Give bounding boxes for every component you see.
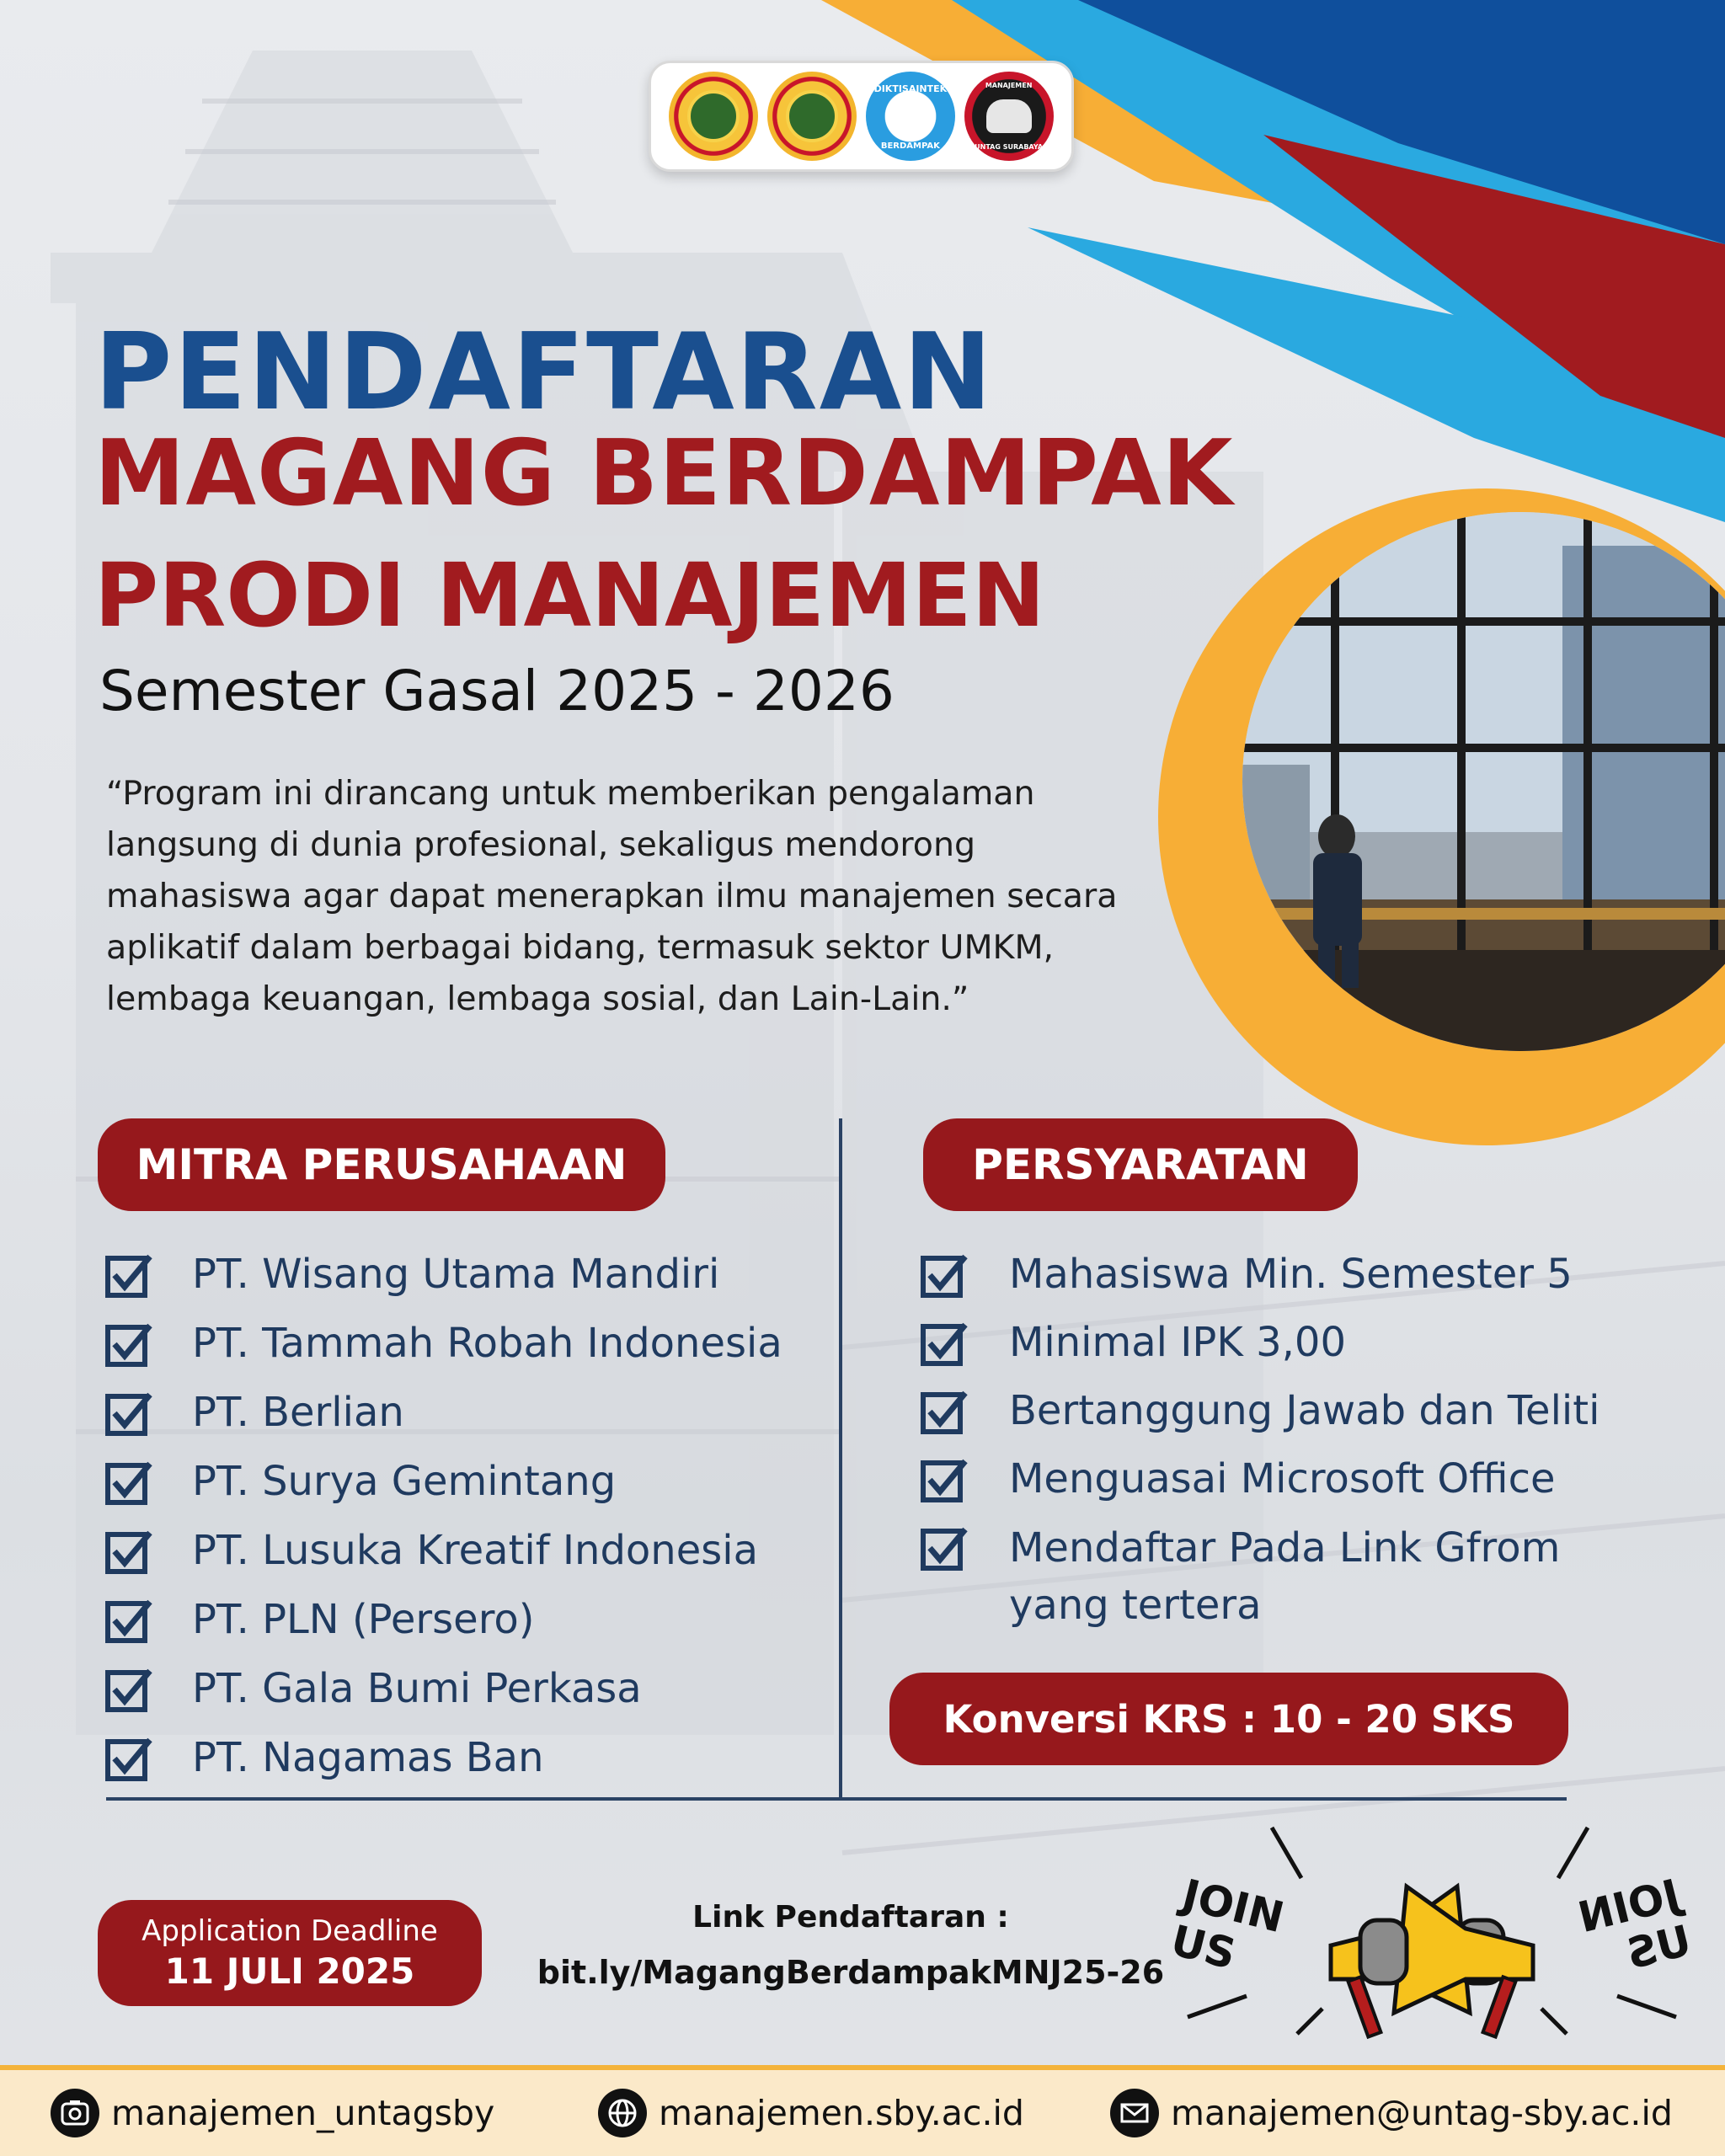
untag-logo-2 bbox=[767, 72, 857, 161]
program-quote: “Program ini dirancang untuk memberikan pengalaman langsung di dunia profesional, sekaligus mendorong mahasiswa agar dapat menerapkan ilmu manajemen secara aplikatif dalam berbagai bidang, termasuk sektor UMKM, lembaga keuangan, lembaga sosial, dan Lain-Lain.” bbox=[106, 774, 1118, 1018]
mail-icon bbox=[1110, 2089, 1159, 2137]
konversi-badge: Konversi KRS : 10 - 20 SKS bbox=[889, 1673, 1568, 1765]
registration-link[interactable]: bit.ly/MagangBerdampakMNJ25-26 bbox=[537, 1954, 1165, 1991]
title-prodi-manajemen: PRODI MANAJEMEN bbox=[94, 544, 1045, 647]
list-item: PT. Wisang Utama Mandiri bbox=[104, 1250, 782, 1319]
checkbox-icon bbox=[104, 1251, 153, 1300]
globe-icon bbox=[598, 2089, 647, 2137]
list-item: Mahasiswa Min. Semester 5 bbox=[920, 1250, 1649, 1318]
footer-instagram[interactable]: manajemen_untagsby bbox=[51, 2089, 494, 2137]
list-item: PT. Nagamas Ban bbox=[104, 1733, 782, 1802]
checkbox-icon bbox=[920, 1388, 969, 1437]
diktisaintek-logo: DIKTISAINTEK BERDAMPAK bbox=[866, 72, 955, 161]
untag-logo bbox=[669, 72, 758, 161]
list-item: PT. Surya Gemintang bbox=[104, 1457, 782, 1526]
list-item: PT. Tammah Robah Indonesia bbox=[104, 1319, 782, 1388]
title-pendaftaran: PENDAFTARAN bbox=[94, 310, 994, 434]
deadline-label: Application Deadline bbox=[142, 1914, 438, 1948]
checkbox-icon bbox=[104, 1528, 153, 1577]
footer-email[interactable]: manajemen@untag-sby.ac.id bbox=[1110, 2089, 1673, 2137]
checkbox-icon bbox=[104, 1459, 153, 1508]
join-us-left: JOIN US bbox=[1166, 1870, 1289, 1979]
megaphone-icon bbox=[1162, 1819, 1701, 2063]
footer-website[interactable]: manajemen.sby.ac.id bbox=[598, 2089, 1024, 2137]
instagram-icon bbox=[51, 2089, 99, 2137]
checkbox-icon bbox=[920, 1524, 969, 1573]
checkbox-icon bbox=[920, 1251, 969, 1300]
list-item: PT. Gala Bumi Perkasa bbox=[104, 1664, 782, 1733]
list-item: Bertanggung Jawab dan Teliti bbox=[920, 1386, 1649, 1454]
persyaratan-heading: PERSYARATAN bbox=[923, 1118, 1358, 1211]
mitra-list bbox=[104, 1250, 782, 1802]
checkbox-icon bbox=[920, 1320, 969, 1369]
mitra-perusahaan-heading: MITRA PERUSAHAAN bbox=[98, 1118, 665, 1211]
persyaratan-list bbox=[920, 1250, 1649, 1641]
column-divider bbox=[839, 1118, 842, 1799]
logo-bar bbox=[649, 61, 1074, 172]
semester-subtitle: Semester Gasal 2025 - 2026 bbox=[99, 659, 895, 723]
title-magang-berdampak: MAGANG BERDAMPAK bbox=[94, 421, 1234, 526]
deadline-date: 11 JULI 2025 bbox=[164, 1951, 415, 1992]
list-item: PT. PLN (Persero) bbox=[104, 1595, 782, 1664]
list-item: Mendaftar Pada Link Gfrom yang tertera bbox=[920, 1523, 1649, 1641]
list-item: Minimal IPK 3,00 bbox=[920, 1318, 1649, 1386]
link-label: Link Pendaftaran : bbox=[692, 1900, 1009, 1935]
checkbox-icon bbox=[104, 1597, 153, 1646]
manajemen-logo: MANAJEMEN UNTAG SURABAYA bbox=[964, 72, 1054, 161]
checkbox-icon bbox=[104, 1390, 153, 1438]
list-item: PT. Berlian bbox=[104, 1388, 782, 1457]
checkbox-icon bbox=[104, 1321, 153, 1369]
join-us-right: JOIN US bbox=[1573, 1870, 1696, 1979]
checkbox-icon bbox=[104, 1666, 153, 1715]
checkbox-icon bbox=[104, 1735, 153, 1784]
checkbox-icon bbox=[920, 1456, 969, 1505]
list-item: Menguasai Microsoft Office bbox=[920, 1454, 1649, 1523]
footer-bar bbox=[0, 2065, 1725, 2156]
list-item: PT. Lusuka Kreatif Indonesia bbox=[104, 1526, 782, 1595]
deadline-badge bbox=[98, 1900, 482, 2006]
